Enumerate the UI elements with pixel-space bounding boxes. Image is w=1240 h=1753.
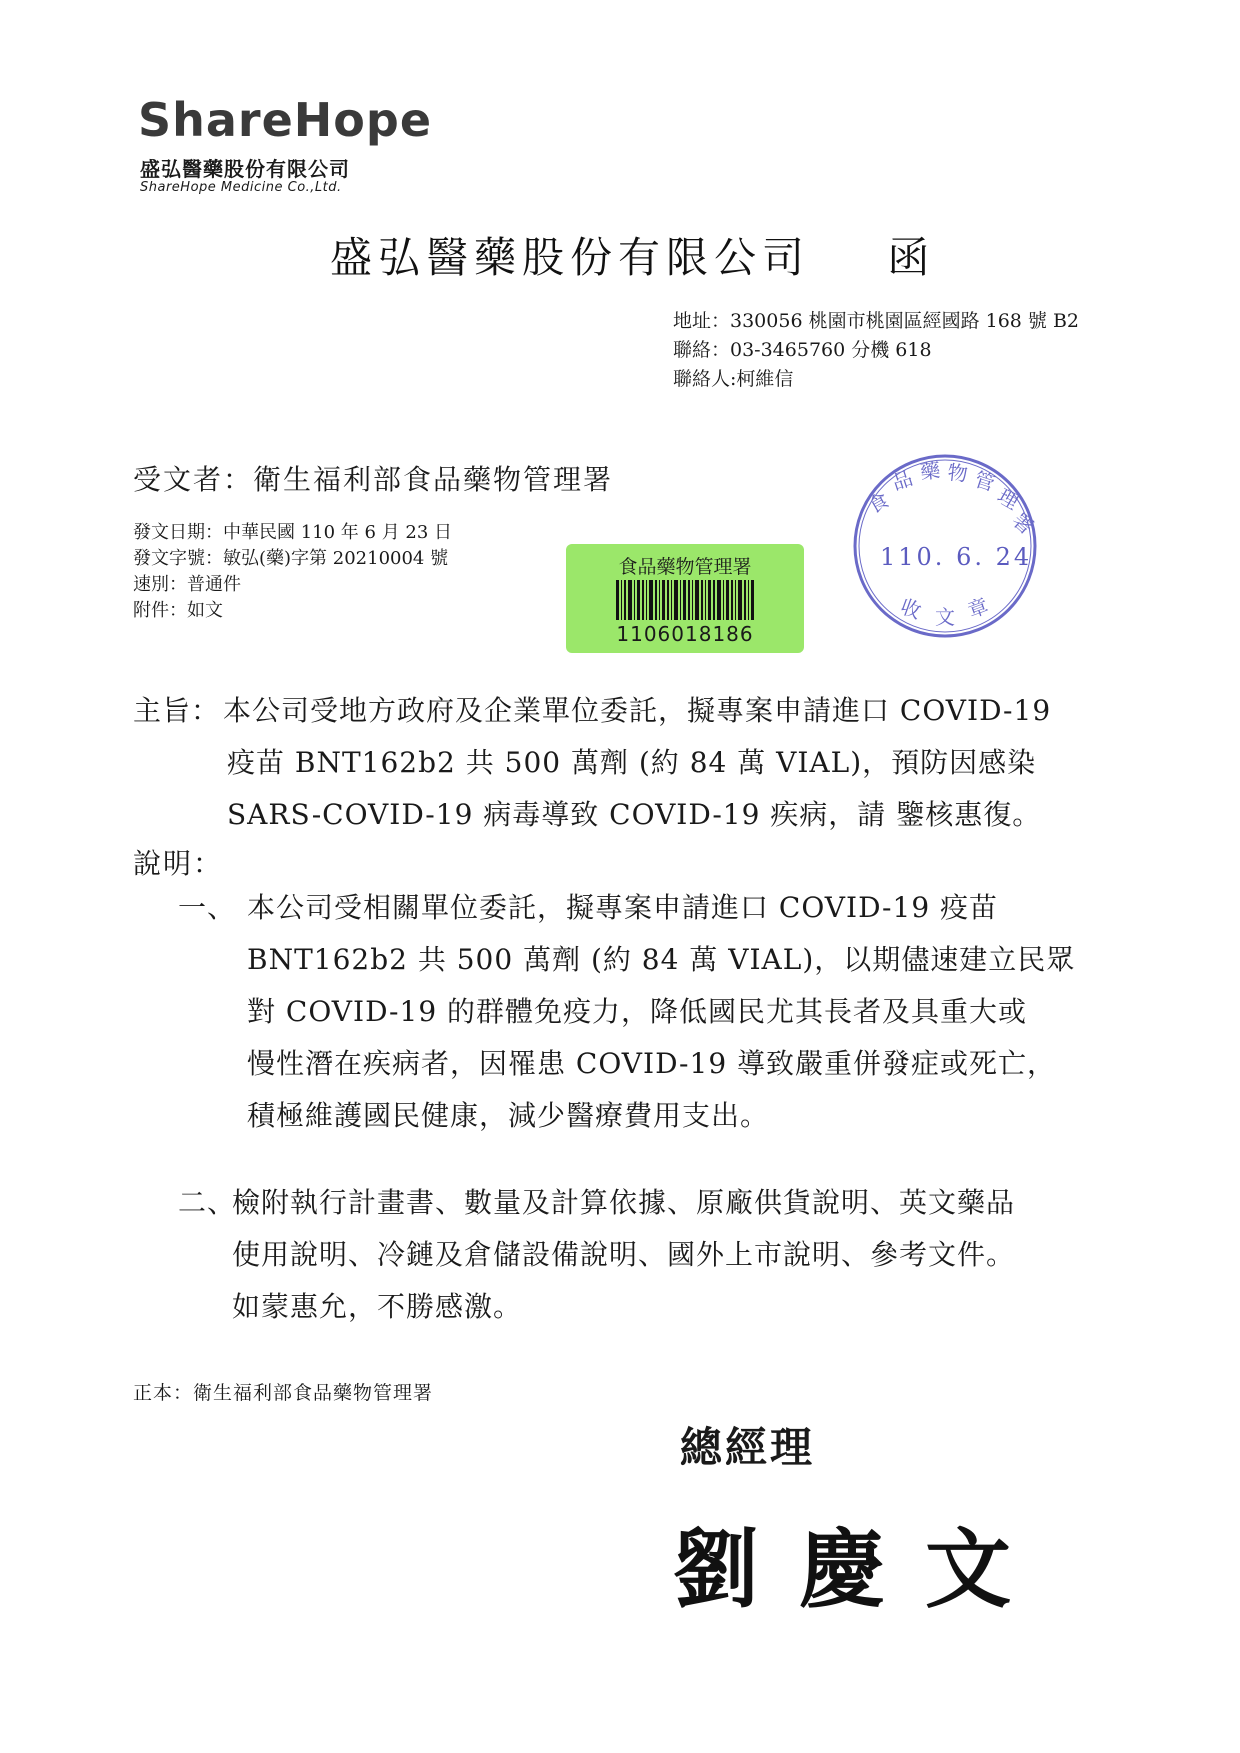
item-line: 檢附執行計畫書、數量及計算依據、原廠供貨說明、英文藥品 xyxy=(232,1186,1016,1219)
document-meta xyxy=(133,520,452,624)
logo-wordmark: ShareHope xyxy=(138,93,433,147)
sender-contact: 聯絡：03-3465760 分機 618 xyxy=(673,339,932,361)
item-line: BNT162b2 共 500 萬劑 (約 84 萬 VIAL)，以期儘速建立民眾 xyxy=(247,943,1076,976)
sticker-title: 食品藥物管理署 xyxy=(618,556,752,578)
svg-text:署: 署 xyxy=(1007,507,1039,540)
priority: 速別：普通件 xyxy=(133,574,241,595)
svg-text:食: 食 xyxy=(863,487,893,519)
letter-title: 盛弘醫藥股份有限公司 函 xyxy=(330,233,936,282)
barcode-sticker xyxy=(566,544,804,653)
signatory-role: 總經理 xyxy=(680,1423,816,1472)
sticker-number: 1106018186 xyxy=(616,622,754,646)
svg-text:管: 管 xyxy=(971,466,998,496)
attachment: 附件：如文 xyxy=(133,600,223,621)
signatory-name: 劉慶文 xyxy=(673,1519,1051,1620)
svg-text:藥: 藥 xyxy=(919,458,942,484)
item-number: 一、 xyxy=(178,891,237,924)
svg-text:品: 品 xyxy=(889,465,916,495)
svg-text:文: 文 xyxy=(935,605,955,629)
subject-line: 本公司受地方政府及企業單位委託，擬專案申請進口 COVID-19 xyxy=(223,694,1052,727)
subject-label: 主旨： xyxy=(133,694,221,727)
description-label: 說明： xyxy=(133,847,224,880)
item-number: 二、 xyxy=(178,1186,237,1219)
sender-info xyxy=(673,307,1079,394)
item-line: 積極維護國民健康，減少醫療費用支出。 xyxy=(247,1099,770,1132)
company-logo xyxy=(138,93,432,147)
stamp-date: 110. 6. 24 xyxy=(880,543,1033,571)
item-line: 使用說明、冷鏈及倉儲設備說明、國外上市說明、參考文件。 xyxy=(232,1238,1016,1271)
item-line: 慢性潛在疾病者，因罹患 COVID-19 導致嚴重併發症或死亡， xyxy=(247,1047,1057,1080)
description-item-2 xyxy=(232,1177,1015,1333)
svg-text:理: 理 xyxy=(993,483,1023,515)
svg-text:章: 章 xyxy=(964,593,992,623)
subject-line: 疫苗 BNT162b2 共 500 萬劑 (約 84 萬 VIAL)，預防因感染 xyxy=(227,746,1037,779)
item-line: 本公司受相關單位委託，擬專案申請進口 COVID-19 疫苗 xyxy=(247,891,999,924)
sender-address: 地址：330056 桃園市桃園區經國路 168 號 B2 xyxy=(673,310,1080,332)
issue-date: 發文日期：中華民國 110 年 6 月 23 日 xyxy=(133,522,453,543)
document-number: 發文字號：敏弘(藥)字第 20210004 號 xyxy=(133,548,449,569)
svg-text:物: 物 xyxy=(946,460,969,487)
item-line: 對 COVID-19 的群體免疫力，降低國民尤其長者及具重大或 xyxy=(247,995,1028,1028)
sender-contact-person: 聯絡人:柯維信 xyxy=(673,368,794,390)
logo-company-en: ShareHope Medicine Co.,Ltd. xyxy=(140,180,342,195)
barcode-icon xyxy=(616,580,754,620)
logo-company-cn: 盛弘醫藥股份有限公司 xyxy=(140,157,350,181)
item-line: 如蒙惠允，不勝感激。 xyxy=(232,1290,523,1323)
subject-text xyxy=(223,685,1051,841)
recipient: 受文者：衛生福利部食品藥物管理署 xyxy=(133,463,614,496)
svg-text:收: 收 xyxy=(897,594,925,624)
subject-line: SARS-COVID-19 病毒導致 COVID-19 疾病，請 鑒核惠復。 xyxy=(227,798,1042,831)
carbon-copy: 正本：衛生福利部食品藥物管理署 xyxy=(133,1382,434,1404)
description-item-1 xyxy=(247,882,1075,1142)
